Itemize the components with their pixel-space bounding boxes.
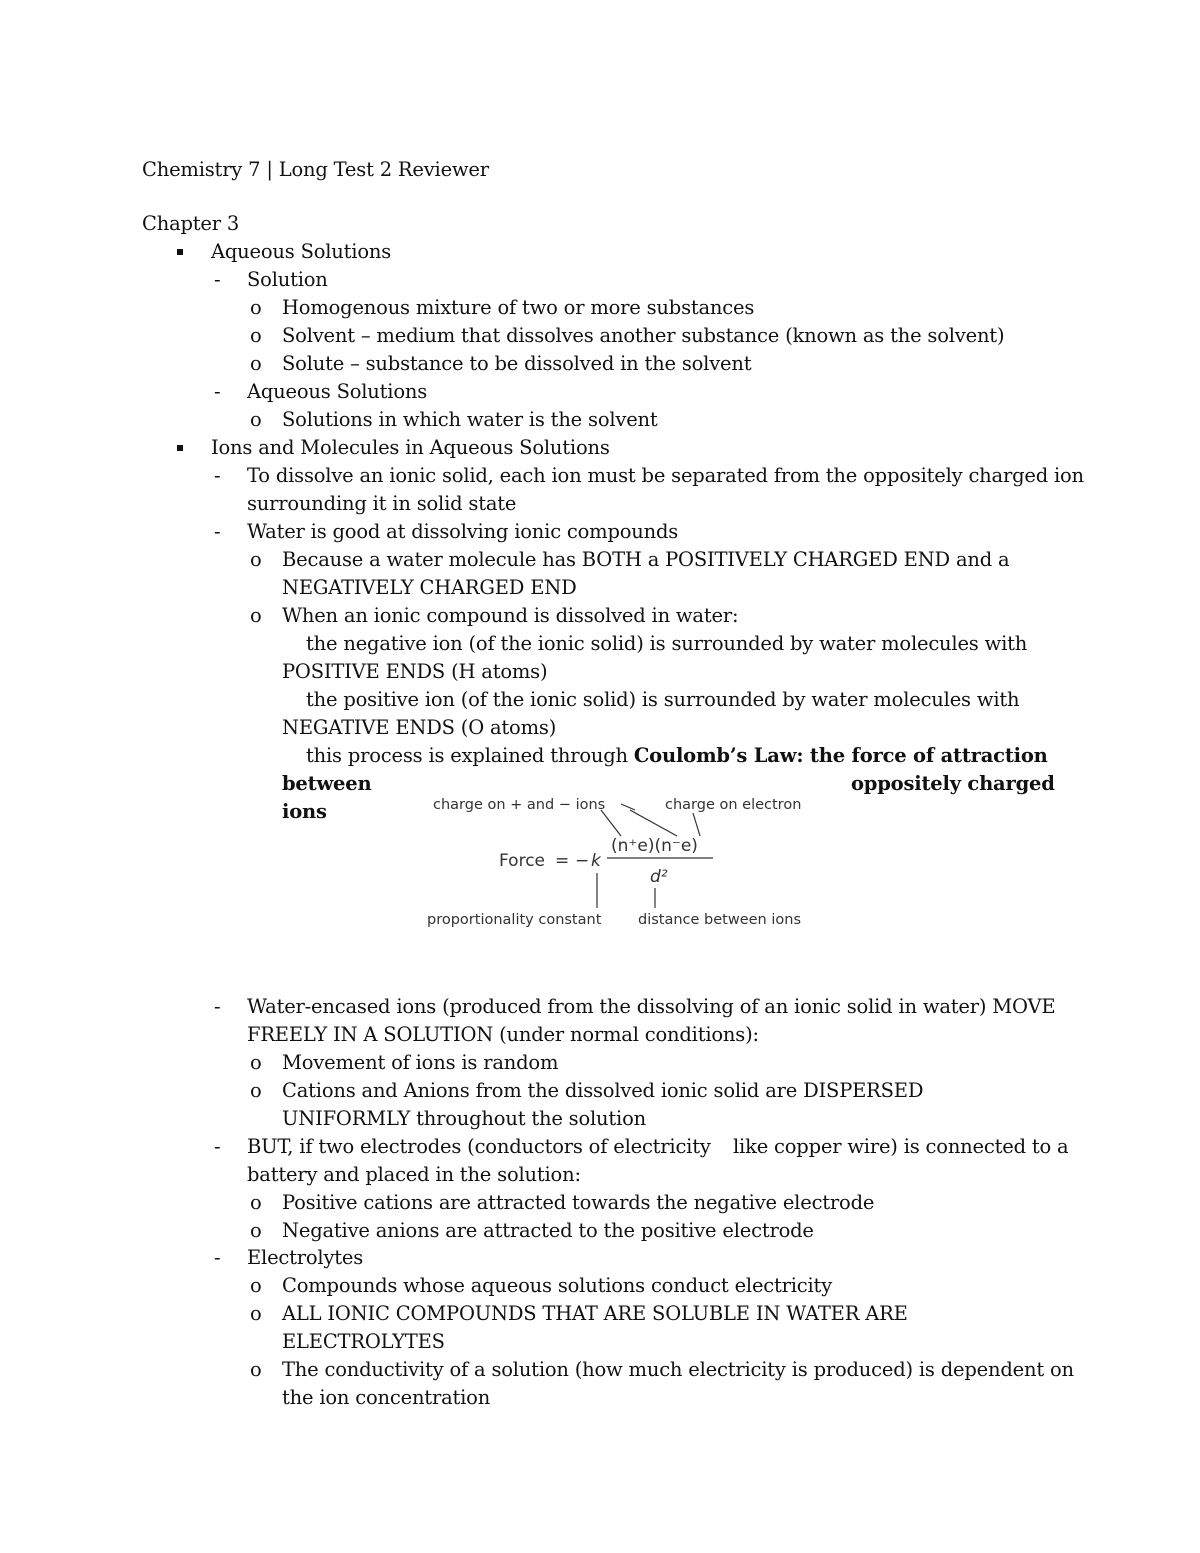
coulombs-law-paragraph: this process is explained through Coulomb’s Law: the force of attraction bbox=[306, 744, 1048, 767]
list-item: Cations and Anions from the dissolved ionic solid are DISPERSED bbox=[282, 1079, 924, 1102]
formula-numerator: (n⁺e)(n⁻e) bbox=[611, 836, 698, 856]
pointer-line bbox=[601, 810, 621, 836]
formula-force: Force bbox=[499, 851, 545, 871]
formula-minus: − bbox=[575, 851, 590, 871]
list-item: ALL IONIC COMPOUNDS THAT ARE SOLUBLE IN WATER ARE bbox=[282, 1302, 908, 1325]
dash-bullet: - bbox=[214, 1135, 221, 1158]
square-bullet bbox=[177, 249, 183, 255]
circle-bullet: o bbox=[250, 408, 262, 431]
circle-bullet: o bbox=[250, 352, 262, 375]
coulombs-law-oppositely-charged: oppositely charged bbox=[851, 772, 1055, 795]
circle-bullet: o bbox=[250, 1274, 262, 1297]
list-item: Positive cations are attracted towards the negative electrode bbox=[282, 1191, 875, 1214]
list-item: like copper wire) is connected to a bbox=[733, 1135, 1069, 1158]
circle-bullet: o bbox=[250, 1219, 262, 1242]
label-distance-between-ions: distance between ions bbox=[638, 912, 802, 928]
circle-bullet: o bbox=[250, 1051, 262, 1074]
dash-bullet: - bbox=[214, 1246, 221, 1269]
list-item: Solute – substance to be dissolved in the solvent bbox=[282, 352, 752, 375]
dash-bullet: - bbox=[214, 520, 221, 543]
coulombs-law-formula-diagram bbox=[425, 790, 815, 930]
coulombs-law-bold: Coulomb’s Law: the force of attraction bbox=[633, 744, 1048, 767]
coulombs-law-between: between bbox=[282, 772, 372, 795]
dash-bullet: - bbox=[214, 464, 221, 487]
section-heading-aqueous-solutions: Aqueous Solutions bbox=[211, 240, 392, 263]
circle-bullet: o bbox=[250, 1191, 262, 1214]
formula-equals: = bbox=[555, 851, 570, 871]
sub-paragraph-continuation: POSITIVE ENDS (H atoms) bbox=[282, 660, 548, 683]
dash-bullet: - bbox=[214, 380, 221, 403]
dash-bullet: - bbox=[214, 268, 221, 291]
list-item: Solution bbox=[247, 268, 328, 291]
list-item-continuation: UNIFORMLY throughout the solution bbox=[282, 1107, 646, 1130]
list-item: Water is good at dissolving ionic compounds bbox=[247, 520, 679, 543]
list-item: Electrolytes bbox=[247, 1246, 364, 1269]
list-item: BUT, if two electrodes (conductors of electricity bbox=[247, 1135, 711, 1158]
list-item-continuation: surrounding it in solid state bbox=[247, 492, 517, 515]
square-bullet bbox=[177, 445, 183, 451]
label-charge-on-ions: charge on + and − ions bbox=[433, 797, 606, 813]
formula-denominator: d² bbox=[650, 867, 668, 887]
sub-paragraph-continuation: NEGATIVE ENDS (O atoms) bbox=[282, 716, 557, 739]
list-item: Compounds whose aqueous solutions conduct electricity bbox=[282, 1274, 833, 1297]
list-item: When an ionic compound is dissolved in water: bbox=[282, 604, 739, 627]
circle-bullet: o bbox=[250, 1302, 262, 1325]
list-item: To dissolve an ionic solid, each ion must be separated from the oppositely charged ion bbox=[247, 464, 1084, 487]
list-item-continuation: the ion concentration bbox=[282, 1386, 491, 1409]
document-title: Chemistry 7 | Long Test 2 Reviewer bbox=[142, 158, 489, 181]
list-item: Movement of ions is random bbox=[282, 1051, 559, 1074]
circle-bullet: o bbox=[250, 1358, 262, 1381]
list-item-continuation: battery and placed in the solution: bbox=[247, 1163, 581, 1186]
formula-k: k bbox=[591, 851, 601, 871]
list-item: The conductivity of a solution (how much electricity is produced) is dependent on bbox=[282, 1358, 1074, 1381]
list-item-continuation: ELECTROLYTES bbox=[282, 1330, 445, 1353]
list-item-continuation: NEGATIVELY CHARGED END bbox=[282, 576, 577, 599]
pointer-line bbox=[630, 810, 677, 836]
pointer-line bbox=[693, 813, 700, 836]
list-item: Water-encased ions (produced from the dissolving of an ionic solid in water) MOVE bbox=[247, 995, 1056, 1018]
circle-bullet: o bbox=[250, 604, 262, 627]
list-item: Solvent – medium that dissolves another substance (known as the solvent) bbox=[282, 324, 1005, 347]
sub-paragraph: the negative ion (of the ionic solid) is surrounded by water molecules with bbox=[306, 632, 1028, 655]
sub-paragraph: the positive ion (of the ionic solid) is surrounded by water molecules with bbox=[306, 688, 1020, 711]
section-heading-ions-and-molecules: Ions and Molecules in Aqueous Solutions bbox=[211, 436, 610, 459]
list-item: Solutions in which water is the solvent bbox=[282, 408, 658, 431]
circle-bullet: o bbox=[250, 1079, 262, 1102]
list-item-continuation: FREELY IN A SOLUTION (under normal conditions): bbox=[247, 1023, 759, 1046]
circle-bullet: o bbox=[250, 548, 262, 571]
label-charge-on-electron: charge on electron bbox=[665, 797, 802, 813]
label-proportionality-constant: proportionality constant bbox=[427, 912, 602, 928]
dash-bullet: - bbox=[214, 995, 221, 1018]
list-item: Aqueous Solutions bbox=[247, 380, 428, 403]
list-item: Homogenous mixture of two or more substances bbox=[282, 296, 755, 319]
pointer-line bbox=[621, 804, 635, 810]
list-item: Because a water molecule has BOTH a POSITIVELY CHARGED END and a bbox=[282, 548, 1010, 571]
coulombs-law-ions: ions bbox=[282, 800, 327, 823]
chapter-heading: Chapter 3 bbox=[142, 212, 240, 235]
circle-bullet: o bbox=[250, 296, 262, 319]
circle-bullet: o bbox=[250, 324, 262, 347]
list-item: Negative anions are attracted to the positive electrode bbox=[282, 1219, 814, 1242]
